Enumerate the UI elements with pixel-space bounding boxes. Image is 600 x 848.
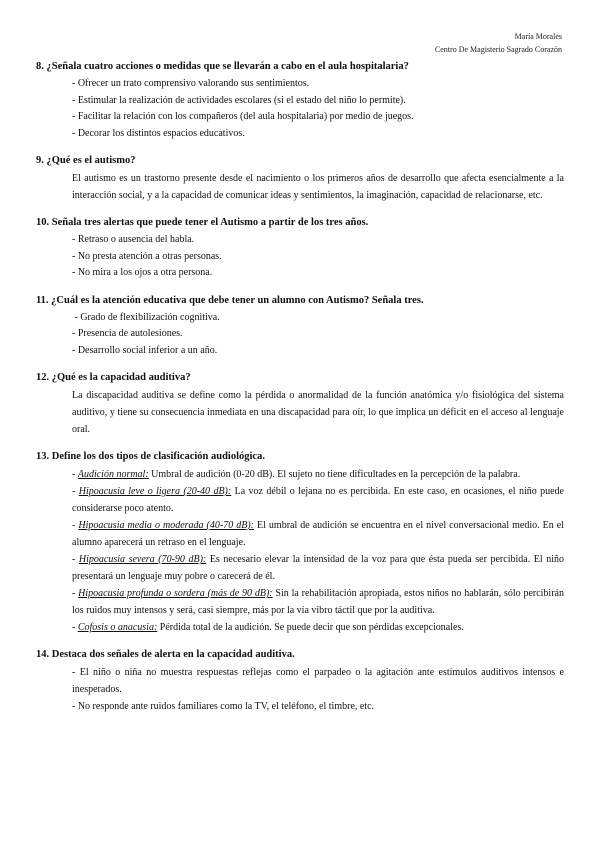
- classification-description: La voz débil o lejana no es percibida. En este caso, en ocasiones, el niño puede considerarse poco atento.: [72, 486, 564, 514]
- classification-description: Sin la rehabilitación apropiada, estos niños no hablarán, sólo percibirán los ruidos muy intensos y será, casi siempre, más por la vía vibro táctil que por la auditiva.: [72, 588, 564, 616]
- classification-term: Audición normal:: [77, 469, 149, 480]
- question-title: 14. Destaca dos señales de alerta en la capacidad auditiva.: [36, 649, 295, 660]
- question-10: [36, 216, 564, 282]
- question-title: 9. ¿Qué es el autismo?: [36, 155, 136, 166]
- classification-item: [36, 585, 564, 619]
- question-title: 13. Define los dos tipos de clasificación audiológica.: [36, 451, 265, 462]
- question-12: [36, 371, 564, 438]
- item-dash: -: [72, 588, 79, 599]
- question-title: 11. ¿Cuál es la atención educativa que debe tener un alumno con Autismo? Señala tres.: [36, 294, 424, 306]
- list-item: - No mira a los ojos a otra persona.: [72, 267, 213, 278]
- classification-item: [36, 466, 564, 483]
- list-item: - Desarrollo social inferior a un año.: [72, 344, 218, 356]
- answer-paragraph: La discapacidad auditiva se define como la pérdida o anormalidad de la función anatómica y/o fisiológica del sistema auditivo, y tiene su consecuencia inmediata en una discapacidad para oír, lo que implica un déficit en el acceso al lenguaje oral.: [72, 390, 564, 435]
- list-item: - No responde ante ruidos familiares como la TV, el teléfono, el timbre, etc.: [72, 701, 375, 712]
- answer-paragraph: El autismo es un trastorno presente desde el nacimiento o los primeros años de desarrollo que afecta esencialmente a la interacción social, y a la capacidad de comunicar ideas y sentimientos, la imaginación, capacidad de relacionarse, etc.: [72, 173, 564, 201]
- item-dash: -: [72, 486, 79, 497]
- list-item: - Facilitar la relación con los compañeros (del aula hospitalaria) por medio de juegos.: [72, 111, 414, 122]
- question-title: 12. ¿Qué es la capacidad auditiva?: [36, 372, 191, 383]
- classification-term: Cofosis o anacusia:: [77, 622, 158, 633]
- header-author: María Morales: [514, 32, 562, 41]
- list-item: - Retraso o ausencia del habla.: [72, 234, 195, 245]
- list-item: - Grado de flexibilización cognitiva.: [72, 311, 220, 323]
- classification-term: Hipoacusia media o moderada (40-70 dB):: [78, 520, 254, 531]
- classification-term: Hipoacusia leve o ligera (20-40 dB):: [78, 486, 232, 497]
- item-dash: -: [72, 469, 78, 480]
- list-item: - Presencia de autolesiones.: [72, 328, 183, 339]
- item-dash: -: [72, 520, 79, 531]
- classification-item: [36, 551, 564, 585]
- item-dash: -: [72, 554, 79, 565]
- list-item: - El niño o niña no muestra respuestas reflejas como el parpadeo o la agitación ante estímulos auditivos intensos e inesperados.: [72, 667, 564, 695]
- question-9: [36, 154, 564, 204]
- classification-term: Hipoacusia profunda o sordera (más de 90 dB):: [78, 588, 273, 599]
- list-item: - Decorar los distintos espacios educativos.: [72, 127, 245, 139]
- item-dash: -: [72, 622, 78, 633]
- question-11: [36, 294, 564, 360]
- list-item: - Estimular la realización de actividades escolares (si el estado del niño lo permite).: [72, 94, 406, 106]
- classification-description: Es necesario elevar la intensidad de la voz para que ésta pueda ser percibida. El niño presentará un lenguaje muy pobre o carecerá de él.: [72, 554, 564, 582]
- document-body: [36, 60, 564, 727]
- classification-description: El umbral de audición se encuentra en el nivel conversacional medio. En el alumno aparecerá un retraso en el lenguaje.: [72, 520, 564, 548]
- classification-description: Umbral de audición (0-20 dB). El sujeto no tiene dificultades en la percepción de la palabra.: [148, 469, 521, 480]
- list-item: - Ofrecer un trato comprensivo valorando sus sentimientos.: [72, 78, 310, 89]
- page-header: [435, 30, 562, 56]
- classification-item: [36, 483, 564, 517]
- question-8: [36, 60, 564, 142]
- list-item: - No presta atención a otras personas.: [72, 250, 222, 262]
- header-institution: Centro De Magisterio Sagrado Corazón: [434, 45, 562, 54]
- question-13: [36, 450, 564, 636]
- question-title: 8. ¿Señala cuatro acciones o medidas que se llevarán a cabo en el aula hospitalaria?: [36, 61, 409, 72]
- question-title: 10. Señala tres alertas que puede tener el Autismo a partir de los tres años.: [36, 217, 369, 228]
- question-14: [36, 648, 564, 715]
- classification-term: Hipoacusia severa (70-90 dB):: [78, 554, 207, 565]
- classification-item: [36, 619, 564, 636]
- classification-item: [36, 517, 564, 551]
- classification-description: Pérdida total de la audición. Se puede decir que son pérdidas excepcionales.: [157, 622, 464, 633]
